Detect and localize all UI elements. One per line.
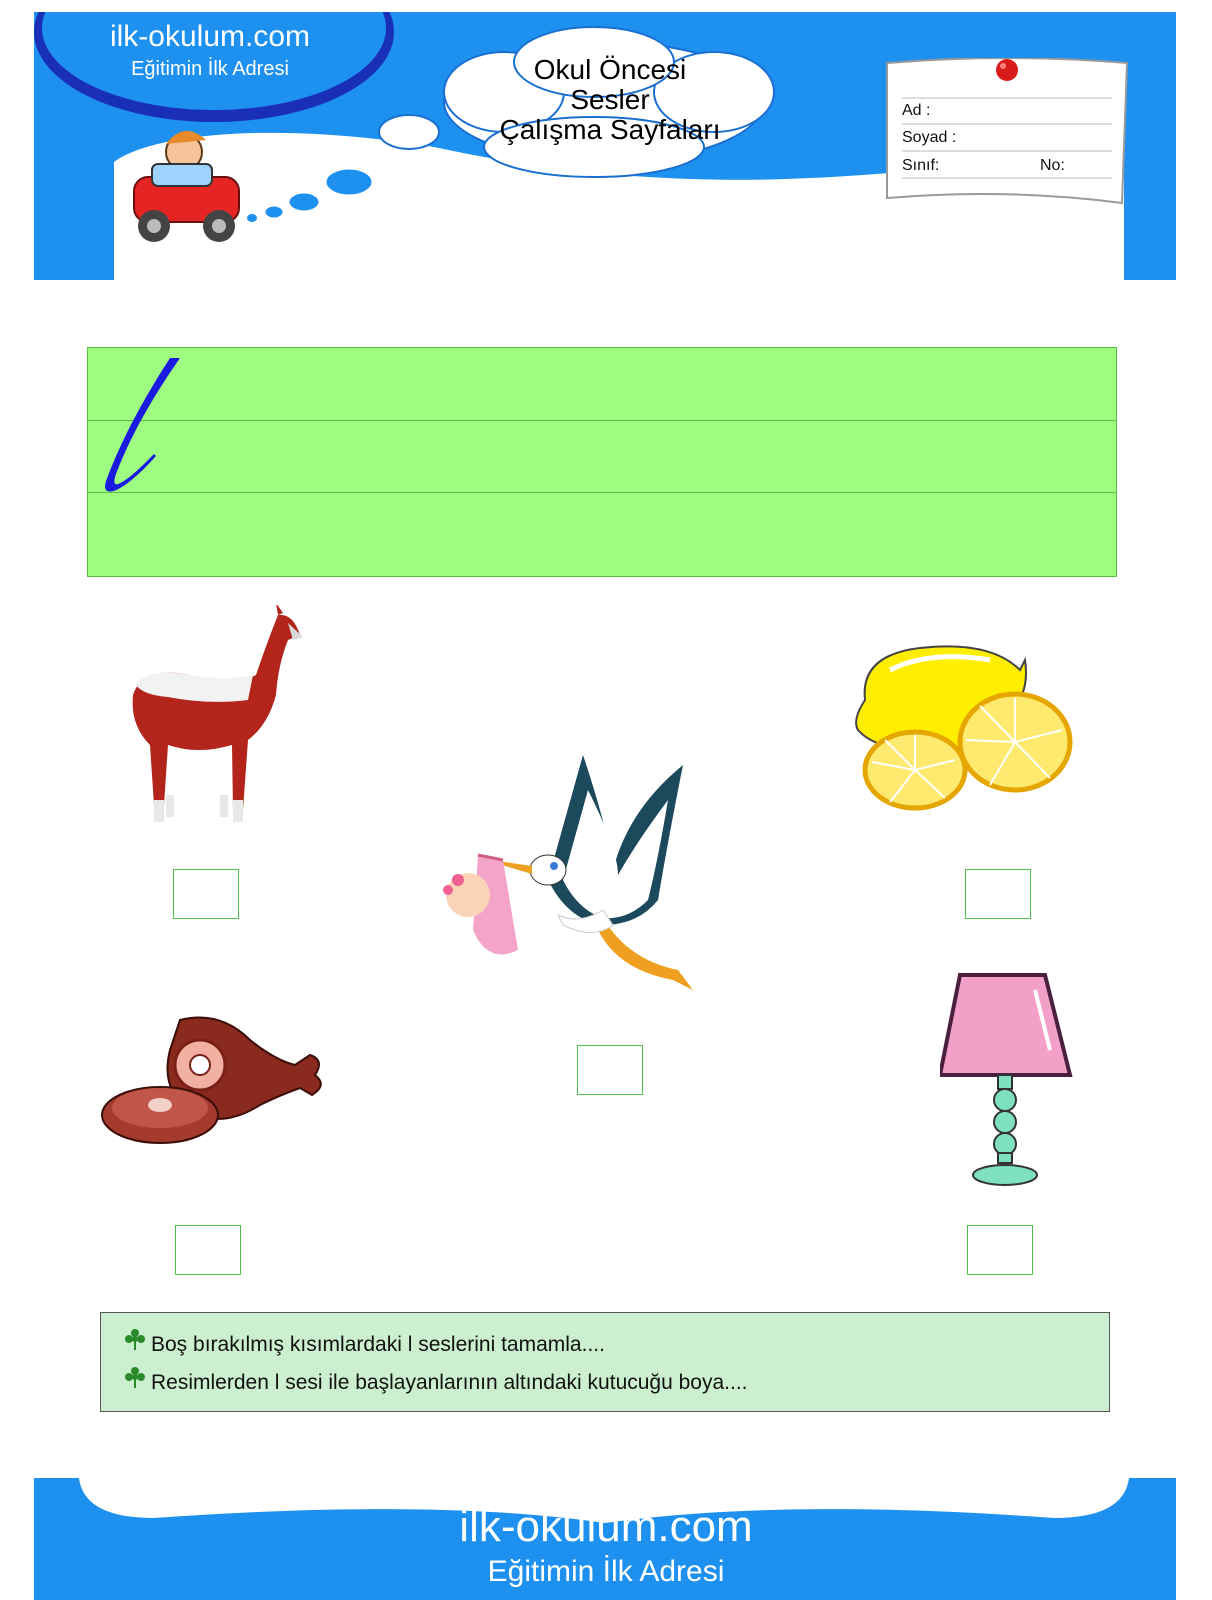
answer-box-llama[interactable] bbox=[173, 869, 239, 919]
guide-line-top bbox=[88, 420, 1116, 421]
instruction-2 bbox=[123, 1365, 748, 1395]
title-line-2: Sesler bbox=[570, 84, 650, 115]
page-title bbox=[455, 55, 765, 145]
title-line-3: Çalışma Sayfaları bbox=[499, 114, 721, 145]
instruction-1 bbox=[123, 1327, 605, 1357]
sinif-label: Sınıf: bbox=[902, 157, 940, 174]
instruction-1-text: Boş bırakılmış kısımlardaki l seslerini tamamla.... bbox=[151, 1333, 605, 1356]
guide-line-bottom bbox=[88, 492, 1116, 493]
footer-brand-slogan: Eğitimin İlk Adresi bbox=[487, 1555, 725, 1588]
instruction-2-text: Resimlerden l sesi ile başlayanlarının altındaki kutucuğu boya.... bbox=[151, 1371, 748, 1394]
title-line-1: Okul Öncesi bbox=[533, 54, 687, 85]
soyad-label: Soyad : bbox=[902, 129, 957, 146]
clover-bullet-icon bbox=[123, 1327, 151, 1357]
lamp-icon bbox=[940, 970, 1080, 1195]
answer-box-stork[interactable] bbox=[577, 1045, 643, 1095]
answer-box-lemon[interactable] bbox=[965, 869, 1031, 919]
brand-name: ilk-okulum.com bbox=[109, 20, 311, 53]
lemon-slice-left bbox=[865, 732, 965, 808]
cursive-letter-l bbox=[96, 356, 186, 496]
baby-icon bbox=[443, 855, 518, 955]
instructions-box bbox=[100, 1312, 1110, 1412]
lemon-icon bbox=[850, 640, 1075, 825]
ad-label: Ad : bbox=[902, 102, 931, 119]
handwriting-practice-area[interactable] bbox=[87, 347, 1117, 577]
clover-bullet-icon bbox=[123, 1365, 151, 1395]
meat-icon bbox=[100, 1010, 330, 1150]
answer-box-lamp[interactable] bbox=[967, 1225, 1033, 1275]
brand-slogan: Eğitimin İlk Adresi bbox=[131, 58, 289, 80]
pushpin-icon bbox=[996, 59, 1018, 81]
lemon-slice-right bbox=[960, 694, 1070, 790]
llama-icon bbox=[128, 605, 313, 830]
footer-brand-name: ilk-okulum.com bbox=[459, 1502, 753, 1551]
answer-box-meat[interactable] bbox=[175, 1225, 241, 1275]
car-driver-icon bbox=[134, 131, 239, 242]
no-label: No: bbox=[1040, 157, 1065, 174]
stork-icon bbox=[428, 750, 738, 1030]
